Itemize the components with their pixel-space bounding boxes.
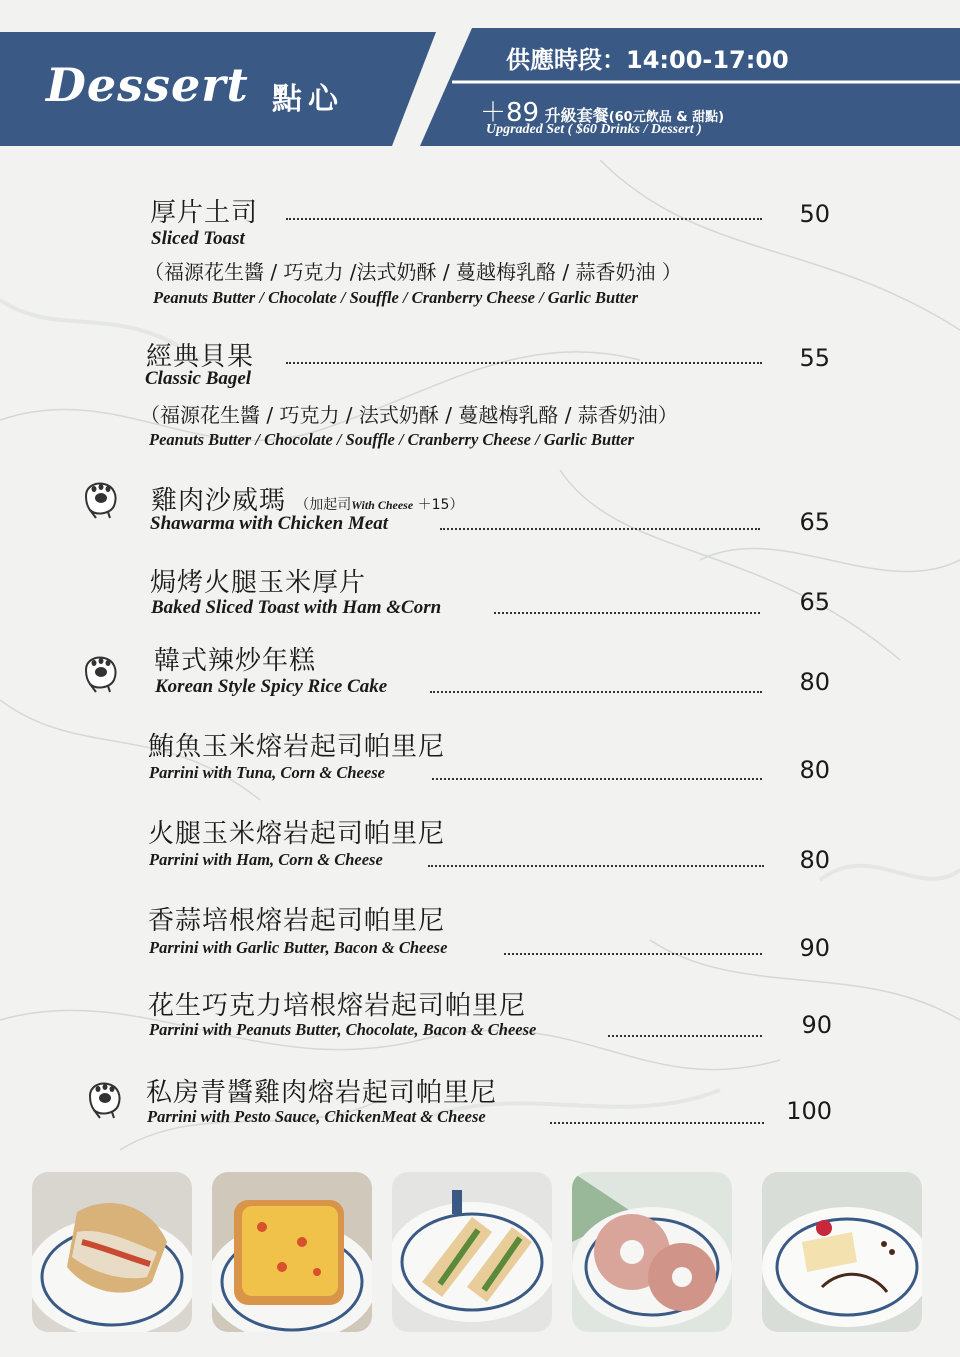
leader-dots <box>428 865 764 867</box>
paw-icon <box>82 1074 128 1120</box>
cake-photo <box>762 1172 922 1332</box>
item-price: 90 <box>799 934 830 962</box>
note-zh: （加起司 <box>295 497 352 513</box>
upgrade-price: ＋89 <box>480 98 540 128</box>
cheese-option-note <box>295 497 463 513</box>
item-price: 65 <box>799 508 830 536</box>
item-name-en: Shawarma with Chicken Meat <box>150 513 389 534</box>
item-name-en: Parrini with Ham, Corn & Cheese <box>149 850 383 869</box>
item-name-zh: 私房青醬雞肉熔岩起司帕里尼 <box>146 1078 498 1108</box>
item-options-zh: （福源花生醬 / 巧克力 / 法式奶酥 / 蔓越梅乳酪 / 蒜香奶油） <box>140 403 678 427</box>
upgrade-zh-paren: (60元飲品 & 甜點) <box>608 110 725 125</box>
item-options-zh: （福源花生醬 / 巧克力 /法式奶酥 / 蔓越梅乳酪 / 蒜香奶油 ） <box>144 260 682 284</box>
item-name-en: Korean Style Spicy Rice Cake <box>155 676 388 697</box>
item-name-zh: 焗烤火腿玉米厚片 <box>150 568 367 598</box>
item-price: 80 <box>799 846 830 874</box>
paw-icon <box>78 474 124 520</box>
item-price: 50 <box>799 200 830 228</box>
item-name-zh: 花生巧克力培根熔岩起司帕里尼 <box>148 991 527 1021</box>
leader-dots <box>286 362 762 364</box>
item-options-en: Peanuts Butter / Chocolate / Souffle / Cranberry Cheese / Garlic Butter <box>153 288 639 307</box>
item-name-en: Sliced Toast <box>151 228 245 249</box>
item-name-zh: 韓式辣炒年糕 <box>154 646 317 676</box>
leader-dots <box>608 1035 762 1037</box>
item-options-en: Peanuts Butter / Chocolate / Souffle / Cranberry Cheese / Garlic Butter <box>149 430 635 449</box>
item-name-en: Parrini with Pesto Sauce, ChickenMeat & Cheese <box>147 1107 486 1126</box>
upgrade-set-english: Upgraded Set ( $60 Drinks / Dessert ) <box>486 122 702 137</box>
item-price: 55 <box>799 344 830 372</box>
item-name-zh <box>151 480 463 517</box>
service-hours: 供應時段：14:00-17:00 <box>506 46 789 74</box>
leader-dots <box>504 953 762 955</box>
title-english: Dessert <box>46 58 249 112</box>
item-price: 90 <box>801 1011 832 1039</box>
leader-dots <box>494 612 760 614</box>
baked-toast-photo <box>212 1172 372 1332</box>
paw-icon <box>78 648 124 694</box>
shawarma-photo <box>32 1172 192 1332</box>
note-price: ＋15） <box>417 497 464 513</box>
item-name-zh: 香蒜培根熔岩起司帕里尼 <box>148 906 446 936</box>
item-name-en: Baked Sliced Toast with Ham &Corn <box>151 597 442 618</box>
leader-dots <box>432 778 762 780</box>
leader-dots <box>430 691 762 693</box>
header-banner <box>0 0 960 150</box>
item-name-en: Parrini with Tuna, Corn & Cheese <box>149 763 385 782</box>
item-name-en: Parrini with Peanuts Butter, Chocolate, Bacon & Cheese <box>149 1020 537 1039</box>
item-name-en: Parrini with Garlic Butter, Bacon & Cheese <box>149 938 448 957</box>
leader-dots <box>286 218 762 220</box>
item-name-zh: 厚片土司 <box>150 198 259 228</box>
item-name-zh: 鮪魚玉米熔岩起司帕里尼 <box>148 732 446 762</box>
item-name-en: Classic Bagel <box>145 368 252 389</box>
item-price: 80 <box>799 756 830 784</box>
bagel-photo <box>572 1172 732 1332</box>
item-name-zh-text: 雞肉沙威瑪 <box>151 486 287 516</box>
item-price: 65 <box>799 588 830 616</box>
panini-photo <box>392 1172 552 1332</box>
item-name-zh: 火腿玉米熔岩起司帕里尼 <box>148 819 446 849</box>
leader-dots <box>550 1122 764 1124</box>
note-en: With Cheese <box>351 498 414 512</box>
item-price: 100 <box>786 1097 832 1125</box>
item-name-zh: 經典貝果 <box>146 342 255 372</box>
item-price: 80 <box>799 668 830 696</box>
leader-dots <box>440 528 760 530</box>
title-chinese: 點心 <box>272 82 344 117</box>
upgrade-zh: 升級套餐 <box>544 106 609 125</box>
